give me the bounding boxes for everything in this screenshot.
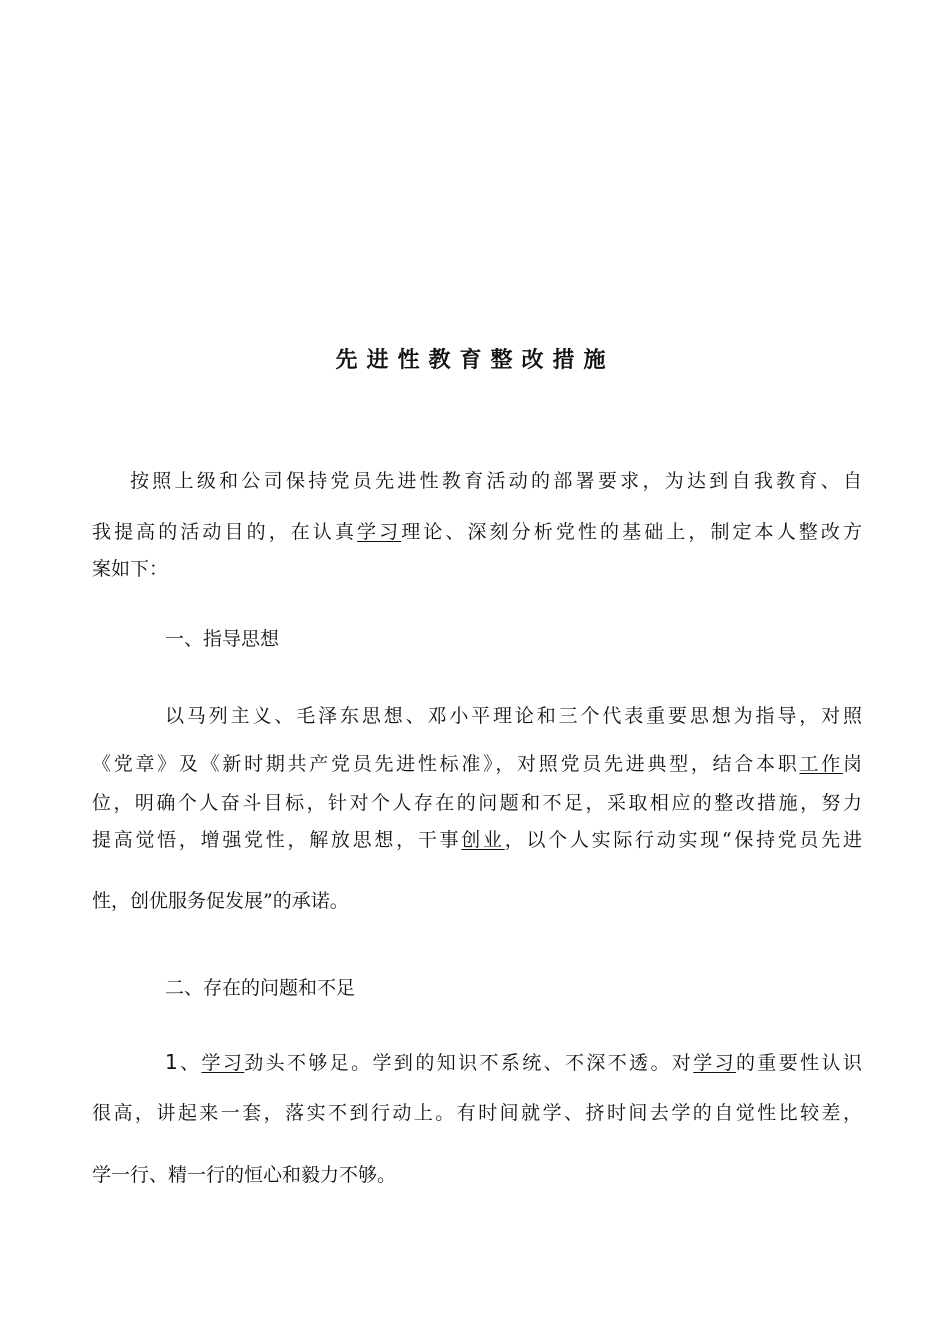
intro-line-2-text-b: 理论、深刻分析党性的基础上，制定本人整改方 <box>401 521 862 543</box>
section1-line-4 <box>92 827 862 853</box>
section1-line-2-text-b: 岗 <box>842 753 862 775</box>
section1-line-2-text-a: 《党章》及《新时期共产党员先进性标准》，对照党员先进典型，结合本职 <box>92 753 800 775</box>
section2-item1-line-3: 学一行、精一行的恒心和毅力不够。 <box>92 1164 397 1186</box>
section1-line-3: 位，明确个人奋斗目标，针对个人存在的问题和不足，采取相应的整改措施，努力 <box>92 792 862 814</box>
section1-heading: 一、指导思想 <box>165 628 280 650</box>
section2-item1-text-c: 的重要性认识 <box>736 1052 862 1074</box>
intro-line-3: 案如下： <box>92 558 169 580</box>
intro-line-2-text-a: 我提高的活动目的，在认真 <box>92 521 358 543</box>
section2-item1-line-2: 很高，讲起来一套，落实不到行动上。有时间就学、挤时间去学的自觉性比较差， <box>92 1102 862 1124</box>
section2-item1-text-a: 、 <box>177 1052 202 1074</box>
document-title: 先进性教育整改措施 <box>335 348 615 373</box>
section2-item1-link-study-2[interactable]: 学习 <box>693 1052 737 1074</box>
section2-item1-link-study-1[interactable]: 学习 <box>201 1052 245 1074</box>
section2-item1-number: 1 <box>165 1050 178 1074</box>
section2-item1-line-1 <box>165 1049 862 1076</box>
section1-link-work[interactable]: 工作 <box>799 753 843 775</box>
section1-line-4-text-a: 提高觉悟，增强党性，解放思想，干事 <box>92 829 462 851</box>
intro-line-2 <box>92 519 862 545</box>
section1-line-5: 性，创优服务促发展”的承诺。 <box>92 890 349 912</box>
intro-line-1: 按照上级和公司保持党员先进性教育活动的部署要求，为达到自我教育、自 <box>130 470 862 492</box>
section1-line-1: 以马列主义、毛泽东思想、邓小平理论和三个代表重要思想为指导，对照 <box>165 705 862 727</box>
section2-item1-text-b: 劲头不够足。学到的知识不系统、不深不透。对 <box>244 1052 694 1074</box>
section1-line-2 <box>92 751 862 777</box>
section1-line-4-text-b: ，以个人实际行动实现“保持党员先进 <box>504 829 862 851</box>
section2-heading: 二、存在的问题和不足 <box>165 977 356 999</box>
intro-link-study[interactable]: 学习 <box>357 521 402 543</box>
section1-link-entrepreneurship[interactable]: 创业 <box>461 829 505 851</box>
